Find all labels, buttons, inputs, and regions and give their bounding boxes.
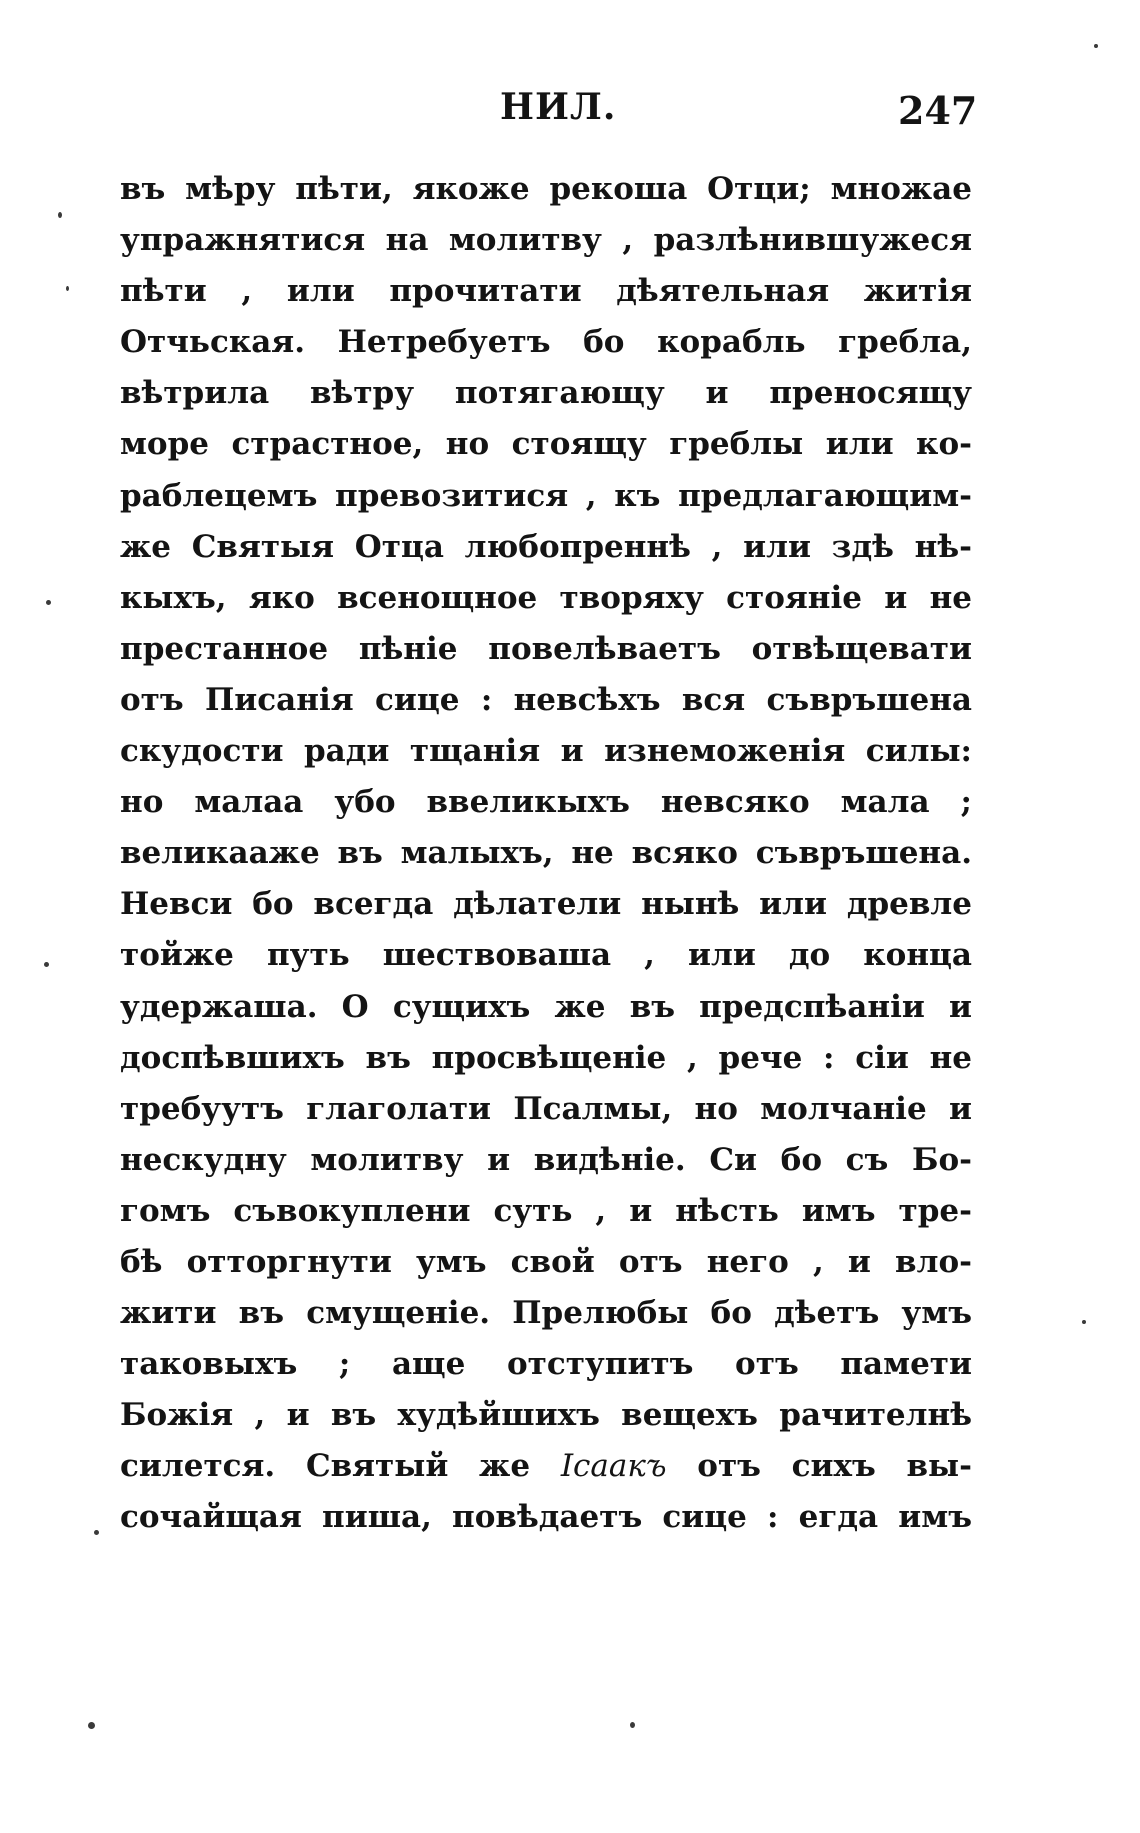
text-line: раблецемъ превозитися , къ предлагающим- — [120, 477, 972, 514]
print-speck — [58, 212, 62, 218]
text-line: же Святыя Отца любопреннѣ , или здѣ нѣ- — [120, 528, 972, 565]
text-line: Отчьская. Нетребуетъ бо корабль гребла, — [120, 324, 972, 361]
text-line: вѣтрила вѣтру потягающу и преносящу — [120, 375, 972, 412]
body-text — [120, 164, 972, 1544]
text-span: отъ сихъ вы- — [666, 1448, 972, 1485]
text-span: силется. Святый же — [120, 1448, 561, 1485]
print-speck — [1094, 44, 1098, 48]
text-line: престанное пѣніе повелѣваетъ отвѣщевати — [120, 630, 972, 667]
text-line: Невси бо всегда дѣлатели нынѣ или древле — [120, 886, 972, 923]
print-speck — [66, 286, 69, 291]
text-line: отъ Писанія сице : невсѣхъ вся съвръшена — [120, 681, 972, 718]
italic-name: Ісаакъ — [560, 1448, 667, 1485]
text-line: доспѣвшихъ въ просвѣщеніе , рече : сіи не — [120, 1039, 972, 1076]
page-number: 247 — [898, 88, 978, 133]
text-line: жити въ смущеніе. Прелюбы бо дѣетъ умъ — [120, 1295, 972, 1332]
text-line: пѣти , или прочитати дѣятельная житія — [120, 273, 972, 310]
text-line: удержаша. О сущихъ же въ предспѣаніи и — [120, 988, 972, 1025]
text-line: великааже въ малыхъ, не всяко съвръшена. — [120, 835, 972, 872]
text-line: кыхъ, яко всенощное творяху стояніе и не — [120, 579, 972, 616]
text-line — [120, 1441, 972, 1492]
running-head: НИЛ. — [500, 86, 617, 128]
text-line: море страстное, но стоящу греблы или ко- — [120, 426, 972, 463]
text-line: тойже путь шествоваша , или до конца — [120, 937, 972, 974]
print-speck — [44, 962, 49, 967]
text-line: но малаа убо ввеликыхъ невсяко мала ; — [120, 784, 972, 821]
print-speck — [630, 1722, 635, 1728]
text-line: гомъ съвокуплени суть , и нѣсть имъ тре- — [120, 1192, 972, 1229]
text-line: требуутъ глаголати Псалмы, но молчаніе и — [120, 1090, 972, 1127]
print-speck — [88, 1722, 95, 1729]
print-speck — [1082, 1320, 1086, 1324]
text-line: упражнятися на молитву , разлѣнившужеся — [120, 222, 972, 259]
text-line: бѣ отторгнути умъ свой отъ него , и вло- — [120, 1243, 972, 1280]
print-speck — [94, 1530, 99, 1535]
text-line: сочайщая пиша, повѣдаетъ сице : егда имъ — [120, 1499, 972, 1536]
text-line: таковыхъ ; аще отступитъ отъ памети — [120, 1346, 972, 1383]
text-line: Божія , и въ худѣйшихъ вещехъ рачителнѣ — [120, 1397, 972, 1434]
text-line: скудости ради тщанія и изнеможенія силы: — [120, 733, 972, 770]
print-speck — [46, 600, 51, 605]
text-line: въ мѣру пѣти, якоже рекоша Отци; множае — [120, 171, 972, 207]
text-line: нескудну молитву и видѣніе. Си бо съ Бо- — [120, 1141, 972, 1178]
